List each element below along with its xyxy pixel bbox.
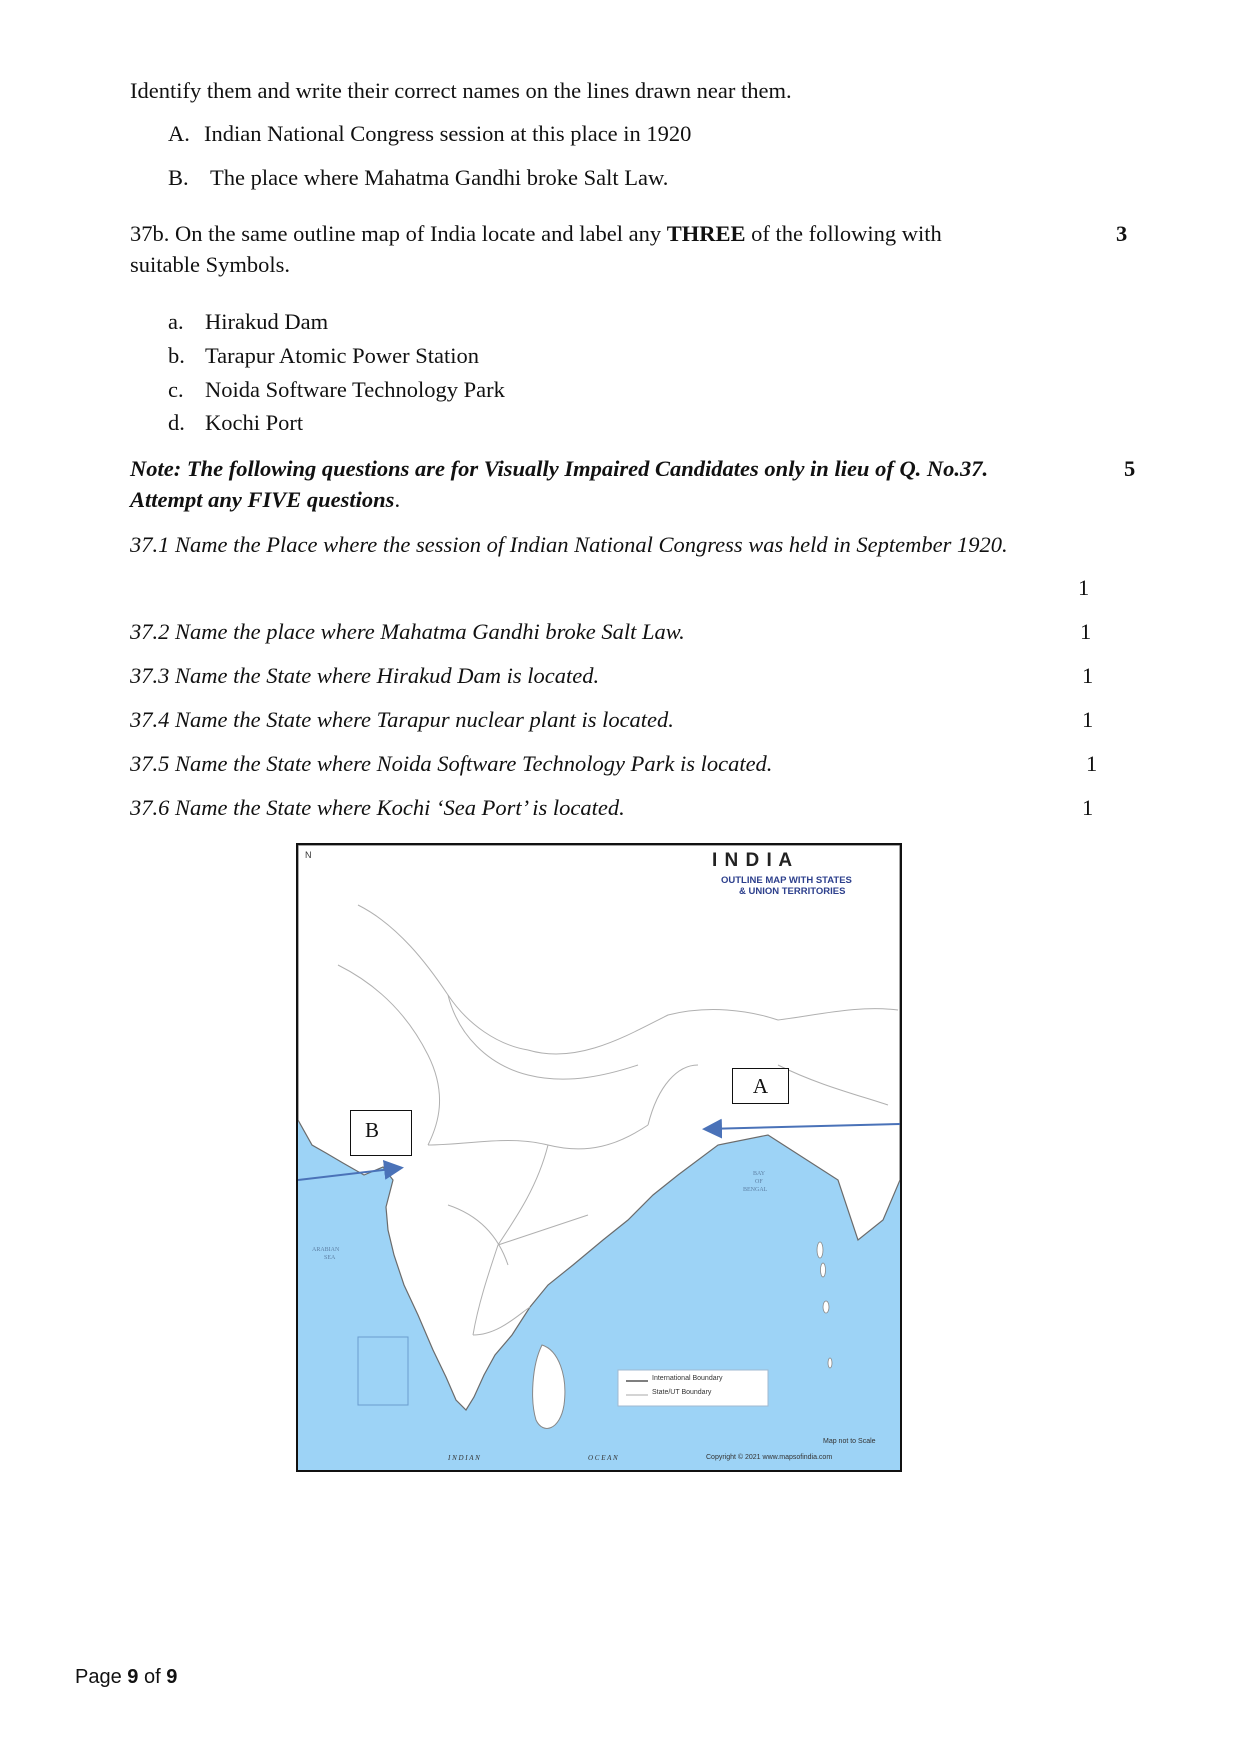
vi-question-1: 37.1 Name the Place where the session of Indian National Congress was held in September 1920. — [130, 532, 1008, 557]
intro-text: Identify them and write their correct names on the lines drawn near them. — [130, 78, 792, 103]
vi-question-5-marks: 1 — [1086, 751, 1098, 776]
ocean-label-left: I N D I A N — [448, 1454, 480, 1462]
india-map-graphic — [298, 845, 900, 1470]
q37b-line1 — [130, 220, 942, 248]
note-line2-tail: . — [394, 487, 401, 512]
identify-item-b-label: B. — [168, 165, 189, 190]
q37b-text-bold: THREE — [666, 221, 746, 246]
q37b-item-d-label: d. — [168, 410, 185, 435]
q37b-item-c-label: c. — [168, 377, 184, 402]
ocean-label-right: O C E A N — [588, 1454, 618, 1462]
legend-international: International Boundary — [652, 1375, 723, 1382]
map-copyright: Copyright © 2021 www.mapsofindia.com — [706, 1454, 833, 1461]
vi-question-5: 37.5 Name the State where Noida Software Technology Park is located. — [130, 751, 773, 776]
q37b-item-d-text: Kochi Port — [205, 410, 304, 435]
identify-item-b — [168, 164, 668, 192]
vi-question-4: 37.4 Name the State where Tarapur nuclear plant is located. — [130, 707, 674, 732]
footer-of: of — [138, 1666, 167, 1688]
vi-question-2-marks: 1 — [1080, 619, 1092, 644]
page-footer — [75, 1666, 177, 1689]
identify-item-b-text: The place where Mahatma Gandhi broke Salt Law. — [210, 165, 669, 190]
footer-total-pages: 9 — [166, 1666, 178, 1688]
scale-note: Map not to Scale — [823, 1438, 876, 1445]
identify-item-a-label: A. — [168, 121, 190, 146]
map-subtitle-1: OUTLINE MAP WITH STATES — [721, 875, 852, 886]
q37b-marks: 3 — [1116, 221, 1128, 246]
note-line2-bold: Attempt any FIVE questions — [130, 487, 395, 512]
india-outline-map — [296, 843, 902, 1472]
identify-item-a — [168, 120, 691, 148]
q37b-text-post: of the following with — [745, 221, 942, 246]
vi-question-1-marks: 1 — [1078, 575, 1090, 600]
vi-question-3: 37.3 Name the State where Hirakud Dam is located. — [130, 663, 600, 688]
q37b-item-b-label: b. — [168, 343, 185, 368]
q37b-line2: suitable Symbols. — [130, 252, 291, 277]
vi-question-4-marks: 1 — [1082, 707, 1094, 732]
vi-question-6-marks: 1 — [1082, 795, 1094, 820]
note-line2 — [130, 486, 400, 514]
q37b-item-b-text: Tarapur Atomic Power Station — [205, 343, 479, 368]
vi-question-6: 37.6 Name the State where Kochi ‘Sea Port’ is located. — [130, 795, 625, 820]
footer-page-number: 9 — [127, 1666, 139, 1688]
q37b-item-d — [168, 409, 303, 437]
vi-question-3-marks: 1 — [1082, 663, 1094, 688]
vi-question-2: 37.2 Name the place where Mahatma Gandhi broke Salt Law. — [130, 619, 685, 644]
label-box-a: A — [732, 1068, 789, 1104]
legend-state: State/UT Boundary — [652, 1389, 712, 1396]
q37b-item-a — [168, 308, 328, 336]
map-subtitle-2: & UNION TERRITORIES — [739, 886, 846, 897]
note-line1: Note: The following questions are for Visually Impaired Candidates only in lieu of Q. No.37. — [130, 456, 989, 481]
north-indicator: N — [305, 850, 312, 860]
sea-label-2: SEA — [324, 1255, 336, 1261]
footer-pre: Page — [75, 1666, 128, 1688]
bay-label-3: BENGAL — [743, 1187, 768, 1193]
q37b-item-a-label: a. — [168, 309, 184, 334]
sea-label-1: ARABIAN — [312, 1247, 340, 1253]
q37b-item-a-text: Hirakud Dam — [205, 309, 329, 334]
label-box-b: B — [350, 1110, 412, 1156]
note-marks: 5 — [1124, 456, 1136, 481]
q37b-item-b — [168, 342, 479, 370]
q37b-item-c-text: Noida Software Technology Park — [205, 377, 505, 402]
q37b-text-pre: 37b. On the same outline map of India locate and label any — [130, 221, 667, 246]
bay-label-2: OF — [755, 1179, 763, 1185]
q37b-item-c — [168, 376, 505, 404]
map-title: I N D I A — [712, 850, 794, 871]
bay-label-1: BAY — [753, 1171, 766, 1177]
identify-item-a-text: Indian National Congress session at this place in 1920 — [204, 121, 692, 146]
